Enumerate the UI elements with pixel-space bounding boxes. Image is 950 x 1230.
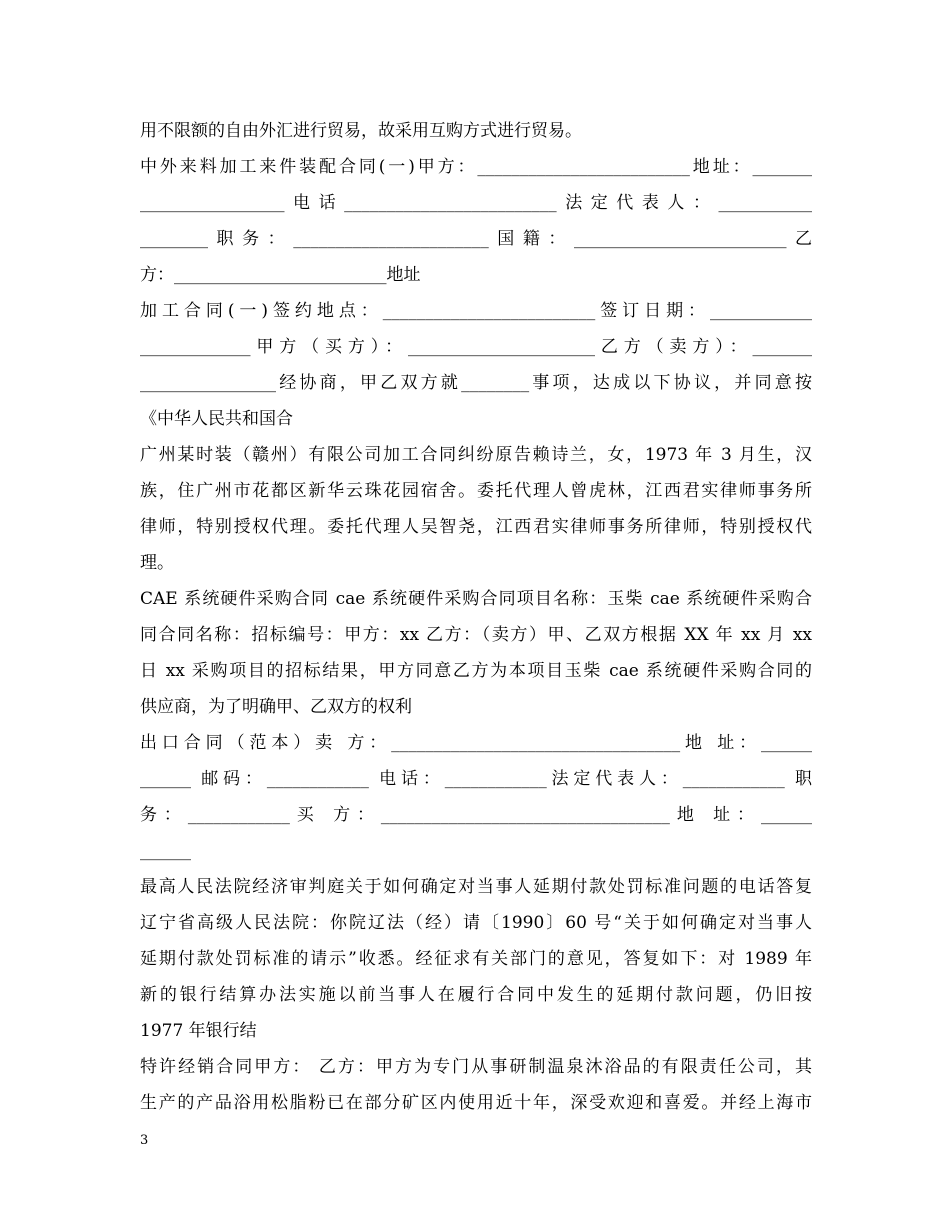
text-line: _____________甲方（买方）：______________________乙方（卖方）：_______: [140, 337, 812, 357]
page-number: 3: [140, 1133, 149, 1148]
text-line: 新的银行结算办法实施以前当事人在履行合同中发生的延期付款问题，仍旧按: [140, 985, 812, 1005]
body-text: [140, 113, 812, 1121]
text-line: 广州某时装（赣州）有限公司加工合同纠纷原告赖诗兰，女，1973 年 3 月生，汉: [140, 445, 812, 465]
text-line: 供应商，为了明确甲、乙双方的权利: [140, 697, 412, 717]
text-line: 最高人民法院经济审判庭关于如何确定对当事人延期付款处罚标准问题的电话答复: [140, 877, 812, 897]
text-line: 族，住广州市花都区新华云珠花园宿舍。委托代理人曾虎林，江西君实律师事务所: [140, 481, 812, 501]
text-line: ______: [140, 841, 191, 861]
text-line: 理。: [140, 553, 174, 573]
text-line: 《中华人民共和国合: [140, 409, 293, 429]
text-line: 方：_________________________地址: [140, 265, 421, 285]
text-line: 特许经销合同甲方： 乙方：甲方为专门从事研制温泉沐浴品的有限责任公司，其: [140, 1057, 812, 1077]
text-line: 务：____________买 方：__________________________________地 址：______: [140, 805, 812, 825]
text-line: 中外来料加工来件装配合同(一)甲方：_________________________地址：_______: [140, 157, 812, 177]
text-line: ______ 邮码：____________ 电话：____________法定代表人：____________ 职: [140, 769, 812, 789]
text-line: 生产的产品浴用松脂粉已在部分矿区内使用近十年，深受欢迎和喜爱。并经上海市: [140, 1093, 812, 1113]
text-line: _________________电话_________________________法定代表人：___________: [140, 193, 812, 213]
text-line: 1977 年银行结: [140, 1021, 257, 1041]
text-line: 辽宁省高级人民法院：你院辽法（经）请〔1990〕60 号“关于如何确定对当事人: [140, 913, 812, 933]
text-line: ________________经协商，甲乙双方就________事项，达成以下协议，并同意按: [140, 373, 812, 393]
text-line: CAE 系统硬件采购合同 cae 系统硬件采购合同项目名称：玉柴 cae 系统硬件采购合: [140, 589, 812, 609]
text-line: 律师，特别授权代理。委托代理人吴智尧，江西君实律师事务所律师，特别授权代: [140, 517, 812, 537]
text-line: 日 xx 采购项目的招标结果，甲方同意乙方为本项目玉柴 cae 系统硬件采购合同的: [140, 661, 812, 681]
text-line: 出口合同（范本）卖 方：__________________________________地 址：______: [140, 733, 812, 753]
text-line: 加工合同(一)签约地点：_________________________签订日期：____________: [140, 301, 812, 321]
text-line: 用不限额的自由外汇进行贸易，故采用互购方式进行贸易。: [140, 121, 582, 141]
text-line: 同合同名称：招标编号：甲方：xx 乙方：（卖方）甲、乙双方根据 XX 年 xx 月 xx: [140, 625, 812, 645]
text-line: ________职务：_______________________国籍：_________________________乙: [140, 229, 812, 249]
text-line: 延期付款处罚标准的请示”收悉。经征求有关部门的意见，答复如下：对 1989 年: [140, 949, 812, 969]
